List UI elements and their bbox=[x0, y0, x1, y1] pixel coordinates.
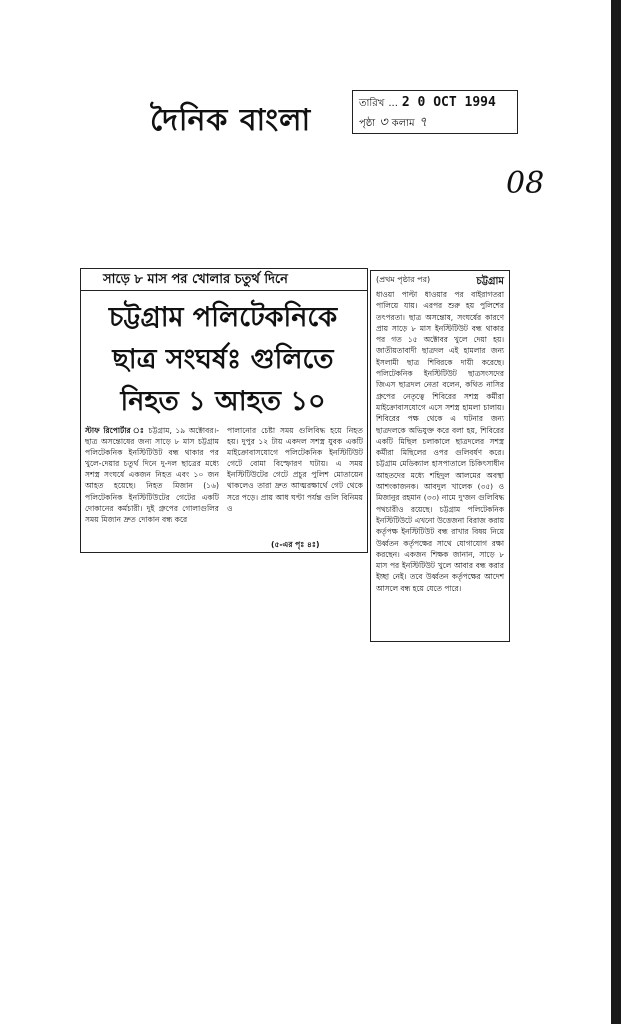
stamp-date: 2 0 OCT 1994 bbox=[401, 95, 496, 110]
article-kicker: সাড়ে ৮ মাস পর খোলার চতুর্থ দিনে bbox=[81, 269, 367, 291]
headline-line-1: চট্টগ্রাম পলিটেকনিকে bbox=[108, 302, 338, 333]
stamp-column-label: কলাম bbox=[391, 118, 415, 129]
headline-line-3: নিহত ১ আহত ১০ bbox=[120, 386, 326, 417]
article-column-2: পালানোর চেষ্টা সময় গুলিবিদ্ধ হয়ে নিহত হয়। দুপুর ১২ টায় একদল সশস্ত্র যুবক একটি মাইক্রোবাসযোগে পলিটেকনিক ইনস্টিটিউট গেটে বোমা বিস্ফোরণ ঘটায়। এ সময় ইনস্টিটিউটের গেটে প্রচুর পুলিশ মোতায়েন থাকলেও তারা দ্রুত আত্মরক্ষার্থে গেট থেকে সরে পড়ে। প্রায় আধ ঘণ্টা পর্যন্ত গুলি বিনিময় ও bbox=[227, 426, 363, 513]
clipping-stamp: তারিখ ... 2 0 OCT 1994 পৃষ্ঠা ৩ কলাম ৭ bbox=[352, 90, 518, 134]
stamp-column-value: ৭ bbox=[418, 115, 428, 130]
article-headline bbox=[85, 297, 361, 423]
continued-from-label: (প্রথম পৃষ্ঠার পর) bbox=[376, 275, 431, 284]
stamp-date-label: তারিখ bbox=[359, 98, 385, 109]
article-byline: স্টাফ রিপোর্টার ঃ bbox=[85, 426, 145, 435]
continued-marker: (৫-এর পৃঃ ৪ঃ) bbox=[271, 540, 320, 549]
scan-edge bbox=[611, 0, 621, 1024]
article-clipping-main bbox=[80, 268, 368, 553]
article-clipping-continuation bbox=[370, 270, 510, 642]
stamp-page-value: ৩ bbox=[379, 115, 388, 130]
article-column-1 bbox=[85, 425, 219, 525]
column-1-text: চট্টগ্রাম, ১৯ অক্টোবর।-ছাত্র অসন্তোষের জন্য সাড়ে ৮ মাস চট্টগ্রাম পলিটেকনিক ইনস্টিটিউট বন্ধ থাকার পর খুলে-দেয়ার চতুর্থ দিনে দু-দল ছাত্রের মধ্যে সশস্ত্র সংঘর্ষে একজন নিহত এবং ১০ জন আহত হয়েছে। নিহত মিজান (১৬) পলিটেকনিক ইনস্টিটিউটের গেটের একটি দোকানের কর্মচারী। দুই গ্রুপের গোলাগুলির সময় মিজান দ্রুত দোকান বন্ধ করে bbox=[85, 426, 219, 524]
article-column-3: ধাওয়া পাল্টা ধাওয়ার পর বাইরাগতরা পালিয়ে যায়। এরপর শুরু হয় পুলিশের তৎপরতা। ছাত্র অসন্তোষ, সংঘর্ষের কারণে প্রায় সাড়ে ৮ মাস ইনস্টিটিউট বন্ধ থাকার পর গত ১৫ অক্টোবর খুলে দেয়া হয়। জাতীয়তাবাদী ছাত্রদল এই হামলার জন্য ইসলামী ছাত্র শিবিরকে দায়ী করেছে। পলিটেকনিক ইনস্টিটিউট ছাত্রসংসদের জিএস ছাত্রদল নেতা বলেন, কথিত নাসির গ্রুপের নেতৃত্বে শিবিরের সশস্ত্র কর্মীরা মাইক্রোবাসযোগে এসে সশস্ত্র হামলা চালায়। শিবিরের পক্ষ থেকে এ ঘটনার জন্য ছাত্রদলকে অভিযুক্ত করে বলা হয়, শিবিরের একটি মিছিল চলাকালে ছাত্রদলের সশস্ত্র কর্মীরা মিছিলের ওপর গুলিবর্ষণ করে। চট্টগ্রাম মেডিক্যাল হাসপাতালে চিকিৎসাধীন আহতদের মধ্যে শহিদুল আলমের অবস্থা আশংকাজনক। আবদুল খালেক (৩৫) ও মিজানুর রহমান (৩৩) নামে দু'জন গুলিবিদ্ধ পথচারীও রয়েছে। চট্টগ্রাম পলিটেকনিক ইনস্টিটিউটে এখনো উত্তেজনা বিরাজ করায় কর্তৃপক্ষ ইনস্টিটিউট বন্ধ রাখার বিষয় নিয়ে উর্ধ্বতন কর্তৃপক্ষের সাথে যোগাযোগ রক্ষা করছেন। একজন শিক্ষক জানান, সাড়ে ৮ মাস পর ইনস্টিটিউট খুলে আবার বন্ধ করার ইচ্ছা নেই। তবে উর্ধ্বতন কর্তৃপক্ষের আদেশ আসলে বন্ধ হয়ে যেতে পারে। bbox=[376, 290, 504, 593]
headline-line-2: ছাত্র সংঘর্ষঃ গুলিতে bbox=[112, 344, 334, 375]
stamp-page-label: পৃষ্ঠা bbox=[359, 118, 376, 129]
newspaper-masthead: দৈনিক বাংলা bbox=[150, 103, 312, 138]
handwritten-page-number: 08 bbox=[506, 166, 545, 201]
continued-city: চট্টগ্রাম bbox=[476, 276, 504, 287]
